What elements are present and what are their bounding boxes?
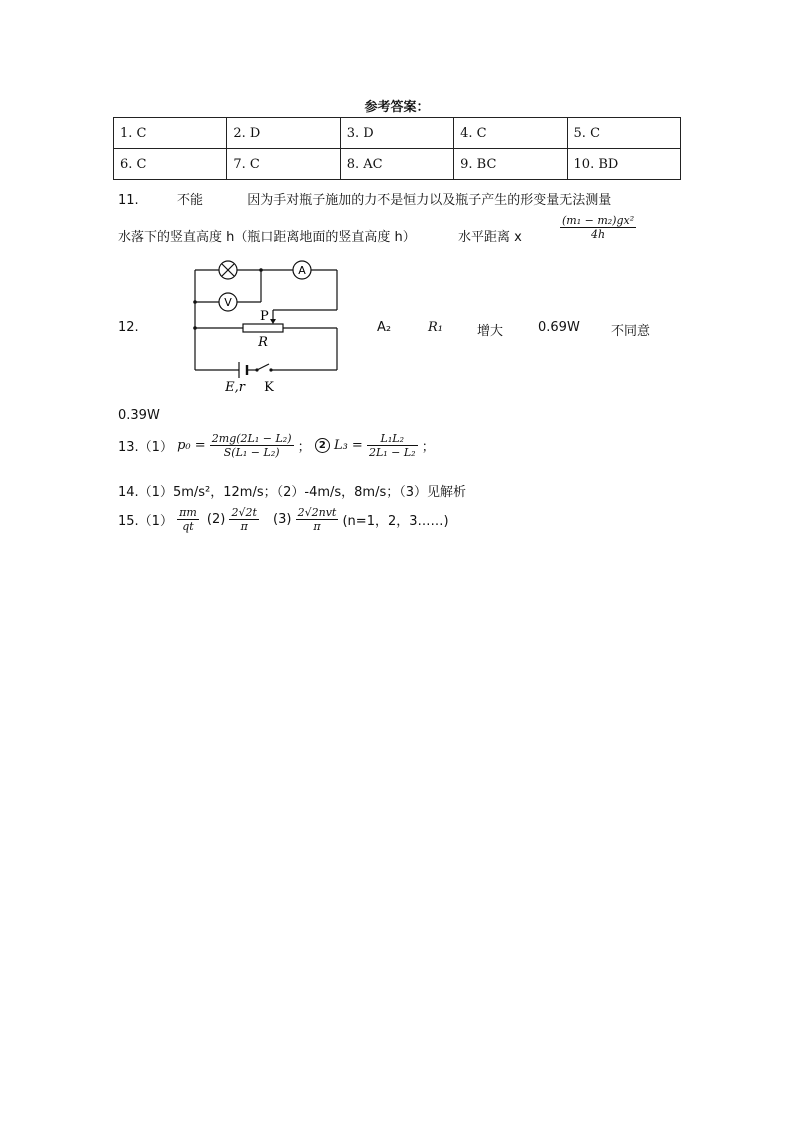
q12-number: 12.: [118, 320, 139, 335]
rheostat-label: R: [258, 335, 268, 350]
q13-l3-den: 2L₁ − L₂: [368, 446, 416, 459]
q13-p0-den: S(L₁ − L₂): [223, 446, 280, 459]
slider-label: P: [260, 309, 269, 324]
q14-line: 14.（1）5m/s²，12m/s；（2）-4m/s，8m/s；（3）见解析: [118, 485, 467, 500]
q15-f3-num: 2√2nvt: [297, 506, 337, 519]
answer-cell: 4. C: [454, 118, 567, 149]
q15-tail: (n=1，2，3……): [342, 514, 449, 529]
lamp-icon: [219, 261, 237, 279]
answer-cell: 1. C: [114, 118, 227, 149]
q15-f2-den: π: [240, 520, 248, 533]
q11-answer-4: [560, 214, 636, 241]
battery-icon: [239, 362, 247, 378]
answer-table: [113, 117, 681, 180]
q12-answer-3: 增大: [477, 324, 504, 339]
q11-answer-1: 不能: [176, 193, 203, 208]
q12-answer-5: 不同意: [611, 324, 651, 339]
q11-fraction-num: (m₁ − m₂)gx²: [562, 214, 635, 227]
q15-fraction-1: [177, 506, 199, 533]
q11-fraction-den: 4h: [591, 228, 606, 241]
q15-part3: (3): [273, 512, 292, 527]
q15-f1-num: πm: [179, 506, 197, 519]
q13-separator: ；: [297, 440, 311, 455]
table-row: [114, 118, 681, 149]
q13-p0-lhs: p₀ =: [177, 438, 206, 453]
q13-p0-num: 2mg(2L₁ − L₂): [211, 432, 292, 445]
table-row: [114, 149, 681, 180]
q12-answer-6: 0.39W: [118, 408, 160, 423]
q12-answer-1: A₂: [377, 320, 392, 335]
answer-cell: 9. BC: [454, 149, 567, 180]
voltmeter-icon: [219, 293, 237, 311]
q11-answer-3: 水平距离 x: [458, 230, 522, 245]
q12-answer-2: R₁: [428, 320, 443, 335]
q13-end: ；: [421, 440, 435, 455]
answer-cell: 3. D: [340, 118, 453, 149]
q15-number: 15.（1）: [118, 514, 173, 529]
answer-cell: 7. C: [227, 149, 340, 180]
q13-l3-num: L₁L₂: [367, 432, 418, 446]
q15-f1-den: qt: [182, 520, 194, 533]
q15-part2: (2): [206, 512, 226, 527]
ammeter-icon: [293, 261, 311, 279]
q11-fraction: [560, 214, 636, 241]
answer-cell: 6. C: [114, 149, 227, 180]
answer-cell: 2. D: [227, 118, 340, 149]
q15-fraction-2: [229, 506, 258, 533]
q13-l3-lhs: L₃ =: [333, 438, 363, 453]
q15-f3-den: π: [313, 520, 321, 533]
answer-cell: 8. AC: [340, 149, 453, 180]
q13-l3-fraction: [367, 432, 418, 459]
voltmeter-label: V: [224, 296, 232, 309]
page-title: 参考答案：: [364, 100, 430, 115]
q11-number: 11.: [118, 193, 139, 208]
q12-answer-4: 0.69W: [538, 320, 580, 335]
q11-answer-2: 水落下的竖直高度 h（瓶口距离地面的竖直高度 h）: [118, 230, 416, 245]
ammeter-label: A: [298, 264, 306, 277]
q11-reason: 因为手对瓶子施加的力不是恒力以及瓶子产生的形变量无法测量: [247, 193, 612, 208]
q13-part2-mark: 2: [315, 438, 330, 453]
switch-label: K: [264, 380, 274, 395]
q15-fraction-3: [296, 506, 339, 533]
q13-p0-fraction: [210, 432, 294, 459]
answer-cell: 5. C: [567, 118, 680, 149]
circuit-diagram: [185, 258, 350, 398]
source-label: E,r: [225, 380, 245, 395]
q15-f2-num: 2√2t: [231, 506, 257, 519]
q13-line: [118, 432, 435, 459]
answer-cell: 10. BD: [567, 149, 680, 180]
q11-line1: [118, 189, 611, 208]
q15-line: [118, 506, 449, 533]
q13-number: 13.（1）: [118, 440, 173, 455]
